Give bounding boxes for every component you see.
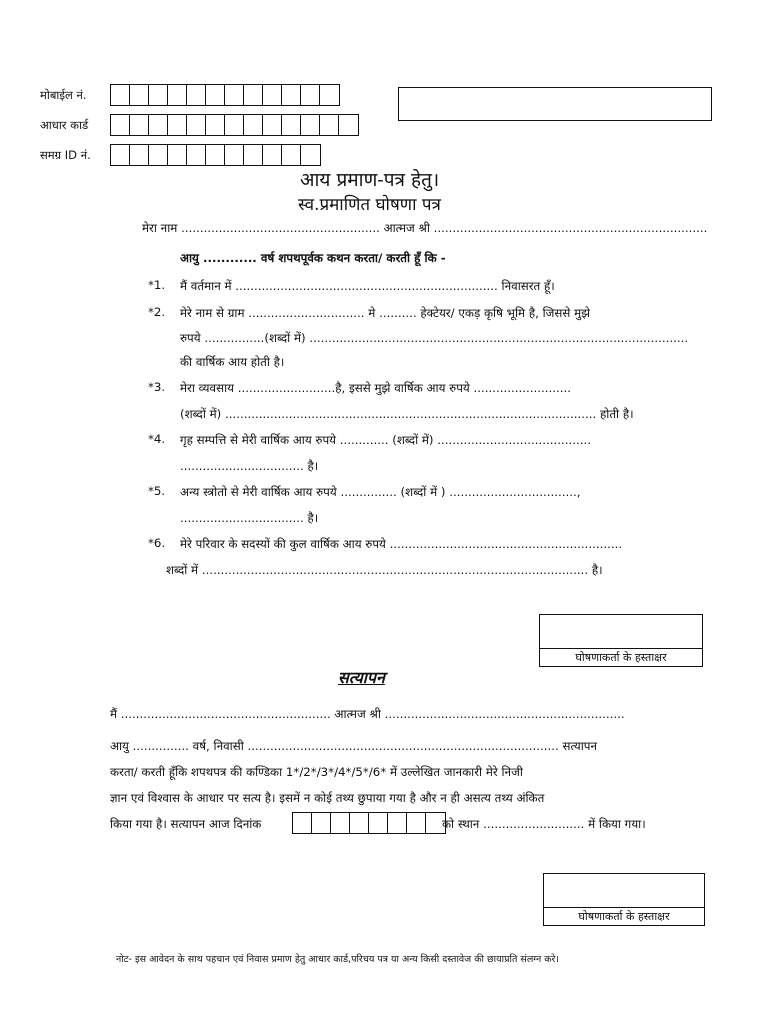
- item-2-line-1[interactable]: मेरे नाम से ग्राम ............................... मे .......... हेक्टेयर/ एकड़ कृषि भूमि है, जिससे मुझे: [180, 306, 591, 320]
- declarant-signature-box-2[interactable]: [543, 873, 705, 926]
- digit-box[interactable]: [263, 145, 282, 165]
- declarant-signature-box-1[interactable]: [539, 614, 703, 667]
- verification-line-4: ज्ञान एवं विश्वास के आधार पर सत्य है। इसमें न कोई तथ्य छुपाया गया है और न ही असत्य तथ्य अंकित: [110, 791, 545, 805]
- digit-box[interactable]: [206, 145, 225, 165]
- digit-box[interactable]: [320, 115, 339, 135]
- digit-box[interactable]: [339, 115, 358, 135]
- item-number: *3.: [148, 380, 166, 394]
- digit-box[interactable]: [130, 115, 149, 135]
- verification-heading: सत्यापन: [338, 668, 385, 687]
- digit-box[interactable]: [282, 145, 301, 165]
- digit-box[interactable]: [388, 813, 407, 833]
- samagra-id-label: समग्र ID नं.: [40, 148, 91, 162]
- samagra-id-boxes[interactable]: [110, 144, 321, 166]
- digit-box[interactable]: [225, 115, 244, 135]
- verification-line-1[interactable]: मैं ........................................................ आत्मज श्री ................................................................: [110, 707, 625, 721]
- digit-box[interactable]: [187, 85, 206, 105]
- digit-box[interactable]: [331, 813, 350, 833]
- item-6-line-2[interactable]: शब्दों में ....................................................................................................... है।: [166, 563, 603, 577]
- digit-box[interactable]: [244, 115, 263, 135]
- item-number: *1.: [148, 278, 166, 292]
- item-number: *6.: [148, 536, 166, 550]
- digit-box[interactable]: [282, 85, 301, 105]
- photo-box: [398, 87, 712, 121]
- item-3-line-1[interactable]: मेरा व्यवसाय ..........................है, इससे मुझे वार्षिक आय रुपये ..........................: [180, 381, 572, 395]
- digit-box[interactable]: [206, 115, 225, 135]
- form-title: आय प्रमाण-पत्र हेतु।: [300, 169, 440, 191]
- digit-box[interactable]: [130, 85, 149, 105]
- digit-box[interactable]: [301, 145, 320, 165]
- signature-label: घोषणाकर्ता के हस्ताक्षर: [544, 907, 704, 926]
- verification-date-boxes[interactable]: [292, 812, 446, 834]
- digit-box[interactable]: [168, 145, 187, 165]
- item-2-line-3: की वार्षिक आय होती है।: [180, 355, 285, 369]
- digit-box[interactable]: [244, 145, 263, 165]
- digit-box[interactable]: [301, 85, 320, 105]
- digit-box[interactable]: [130, 145, 149, 165]
- digit-box[interactable]: [149, 145, 168, 165]
- mobile-label: मोबाईल नं.: [40, 88, 87, 102]
- item-5-line-1[interactable]: अन्य स्त्रोतो से मेरी वार्षिक आय रुपये ............... (शब्दों में ) ..................................,: [180, 485, 581, 499]
- aadhaar-label: आधार कार्ड: [40, 118, 89, 132]
- signature-label: घोषणाकर्ता के हस्ताक्षर: [540, 648, 702, 667]
- digit-box[interactable]: [149, 115, 168, 135]
- digit-box[interactable]: [320, 85, 339, 105]
- footer-note: नोट- इस आवेदन के साथ पहचान एवं निवास प्रमाण हेतु आधार कार्ड,परिचय पत्र या अन्य किसी दस्तावेज की छायाप्रति संलग्न करे।: [116, 954, 560, 965]
- item-6-line-1[interactable]: मेरे परिवार के सदस्यों की कुल वार्षिक आय रुपये ..............................................................: [180, 537, 623, 551]
- digit-box[interactable]: [293, 813, 312, 833]
- digit-box[interactable]: [263, 115, 282, 135]
- digit-box[interactable]: [111, 85, 130, 105]
- digit-box[interactable]: [168, 115, 187, 135]
- digit-box[interactable]: [111, 115, 130, 135]
- verification-line-5-post[interactable]: को स्थान ........................... में किया गया।: [442, 817, 646, 831]
- item-number: *5.: [148, 484, 166, 498]
- digit-box[interactable]: [350, 813, 369, 833]
- verification-line-3: करता/ करती हूँकि शपथपत्र की कण्डिका 1*/2*/3*/4*/5*/6* में उल्लेखित जानकारी मेरे निजी: [110, 765, 523, 779]
- item-5-line-2[interactable]: ................................. है।: [180, 511, 319, 525]
- digit-box[interactable]: [244, 85, 263, 105]
- digit-box[interactable]: [187, 115, 206, 135]
- digit-box[interactable]: [282, 115, 301, 135]
- item-number: *4.: [148, 432, 166, 446]
- digit-box[interactable]: [225, 145, 244, 165]
- digit-box[interactable]: [206, 85, 225, 105]
- digit-box[interactable]: [369, 813, 388, 833]
- digit-box[interactable]: [312, 813, 331, 833]
- digit-box[interactable]: [225, 85, 244, 105]
- digit-box[interactable]: [187, 145, 206, 165]
- verification-line-2[interactable]: आयु ............... वर्ष, निवासी ................................................................................... सत्यापन: [110, 739, 598, 753]
- digit-box[interactable]: [407, 813, 426, 833]
- digit-box[interactable]: [301, 115, 320, 135]
- item-4-line-2[interactable]: ................................. है।: [180, 459, 319, 473]
- digit-box[interactable]: [263, 85, 282, 105]
- digit-box[interactable]: [149, 85, 168, 105]
- form-subtitle: स्व.प्रमाणित घोषणा पत्र: [298, 195, 441, 215]
- item-2-line-2[interactable]: रुपये ................(शब्दों में) .....................................................................................................: [180, 331, 689, 345]
- name-line[interactable]: मेरा नाम ..................................................... आत्मज श्री .........................................................................: [142, 221, 708, 235]
- digit-box[interactable]: [111, 145, 130, 165]
- digit-box[interactable]: [168, 85, 187, 105]
- mobile-number-boxes[interactable]: [110, 84, 340, 106]
- age-line[interactable]: आयु ............ वर्ष शपथपूर्वक कथन करता/ करती हूँ कि -: [180, 251, 446, 265]
- verification-line-5-pre: किया गया है। सत्यापन आज दिनांक: [110, 817, 262, 831]
- item-number: *2.: [148, 305, 166, 319]
- item-4-line-1[interactable]: गृह सम्पत्ति से मेरी वार्षिक आय रुपये ............. (शब्दों में) .........................................: [180, 433, 592, 447]
- aadhaar-number-boxes[interactable]: [110, 114, 359, 136]
- item-1-line-1[interactable]: मैं वर्तमान में ...................................................................... निवासरत हूँ।: [180, 279, 555, 293]
- item-3-line-2[interactable]: (शब्दों में) ................................................................................................... होती है।: [180, 407, 634, 421]
